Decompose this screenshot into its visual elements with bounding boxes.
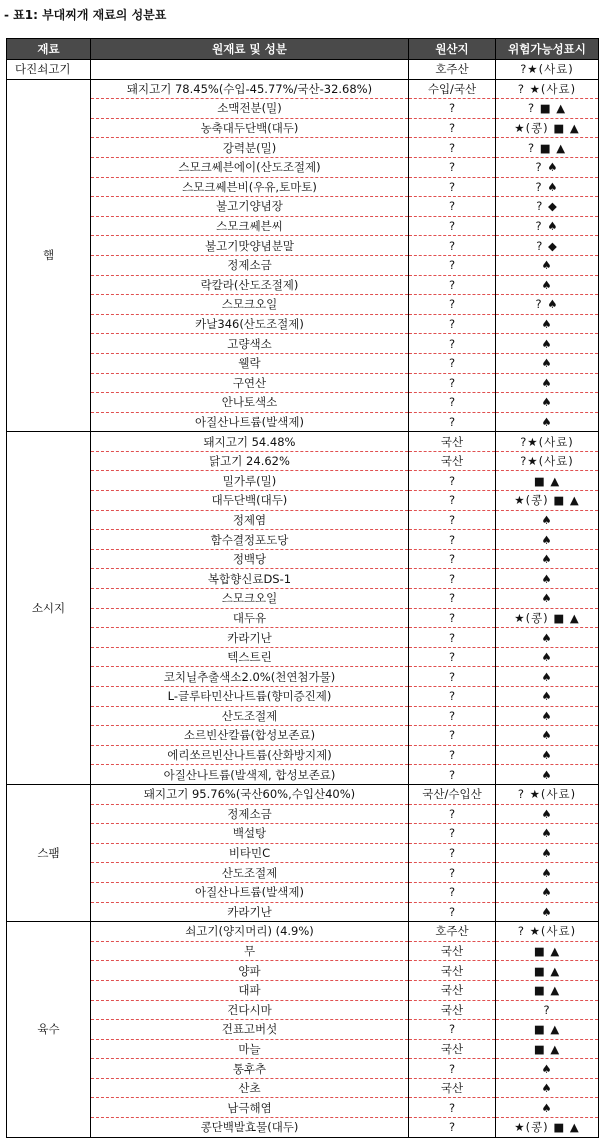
table-row	[7, 1118, 599, 1138]
risk-cell: ♠	[496, 589, 599, 609]
risk-cell: ■ ▲	[496, 941, 599, 961]
risk-cell: ?★(사료)	[496, 60, 599, 80]
category-cell: 소시지	[7, 432, 91, 785]
ingredient-cell: 건표고버섯	[91, 1020, 409, 1040]
risk-cell: ♠	[496, 510, 599, 530]
table-row	[7, 275, 599, 295]
table-row	[7, 608, 599, 628]
risk-cell: ■ ▲	[496, 1020, 599, 1040]
origin-cell: ?	[409, 216, 496, 236]
origin-cell: ?	[409, 1059, 496, 1079]
risk-cell: ♠	[496, 353, 599, 373]
table-row	[7, 961, 599, 981]
risk-cell: ★(콩) ■ ▲	[496, 1118, 599, 1138]
category-cell: 스팸	[7, 784, 91, 921]
origin-cell: 국산	[409, 1039, 496, 1059]
table-row	[7, 510, 599, 530]
ingredient-cell: 정제소금	[91, 804, 409, 824]
ingredient-cell: 스모크오일	[91, 295, 409, 315]
origin-cell: ?	[409, 628, 496, 648]
origin-cell: 국산	[409, 1078, 496, 1098]
table-row	[7, 726, 599, 746]
origin-cell: 호주산	[409, 922, 496, 942]
risk-cell: ■ ▲	[496, 961, 599, 981]
ingredient-cell: 산도조절제	[91, 863, 409, 883]
risk-cell: ♠	[496, 1078, 599, 1098]
ingredient-cell: 안나토색소	[91, 393, 409, 413]
origin-cell: ?	[409, 706, 496, 726]
ingredient-cell: 마늘	[91, 1039, 409, 1059]
ingredient-cell: 비타민C	[91, 843, 409, 863]
header-risk: 위험가능성표시	[496, 39, 599, 60]
ingredient-cell: 스모크쎄븐에이(산도조절제)	[91, 157, 409, 177]
category-cell: 다진쇠고기	[7, 60, 91, 80]
table-row	[7, 197, 599, 217]
table-row	[7, 628, 599, 648]
table-row	[7, 902, 599, 922]
ingredient-cell: 아질산나트륨(발색제, 합성보존료)	[91, 765, 409, 785]
ingredient-cell: 스모크쎄븐씨	[91, 216, 409, 236]
ingredient-table	[6, 38, 599, 1138]
risk-cell: ★(콩) ■ ▲	[496, 608, 599, 628]
origin-cell: ?	[409, 236, 496, 256]
risk-cell: ?★(사료)	[496, 432, 599, 452]
origin-cell: 국산/수입산	[409, 784, 496, 804]
risk-cell: ♠	[496, 314, 599, 334]
origin-cell: ?	[409, 804, 496, 824]
ingredient-cell: 밀가루(밀)	[91, 471, 409, 491]
table-row	[7, 236, 599, 256]
table-row	[7, 843, 599, 863]
ingredient-cell: 카라기난	[91, 628, 409, 648]
table-row	[7, 99, 599, 119]
risk-cell: ? ★(사료)	[496, 79, 599, 99]
risk-cell: ♠	[496, 745, 599, 765]
table-row	[7, 882, 599, 902]
table-row	[7, 784, 599, 804]
origin-cell: ?	[409, 314, 496, 334]
ingredient-cell: 복합향신료DS-1	[91, 569, 409, 589]
risk-cell: ? ■ ▲	[496, 138, 599, 158]
ingredient-cell: 농축대두단백(대두)	[91, 118, 409, 138]
table-row	[7, 1098, 599, 1118]
category-cell: 햄	[7, 79, 91, 432]
table-row	[7, 451, 599, 471]
ingredient-cell: 강력분(밀)	[91, 138, 409, 158]
table-row	[7, 824, 599, 844]
risk-cell: ♠	[496, 804, 599, 824]
table-row	[7, 216, 599, 236]
ingredient-cell: 스모크오일	[91, 589, 409, 609]
risk-cell: ★(콩) ■ ▲	[496, 491, 599, 511]
table-row	[7, 393, 599, 413]
origin-cell: 국산	[409, 941, 496, 961]
origin-cell: ?	[409, 1098, 496, 1118]
ingredient-cell: 대두유	[91, 608, 409, 628]
origin-cell: ?	[409, 138, 496, 158]
ingredient-cell: 정백당	[91, 549, 409, 569]
risk-cell: ♠	[496, 549, 599, 569]
origin-cell: ?	[409, 569, 496, 589]
origin-cell: ?	[409, 275, 496, 295]
origin-cell: ?	[409, 902, 496, 922]
ingredient-cell: 카날346(산도조절제)	[91, 314, 409, 334]
origin-cell: ?	[409, 255, 496, 275]
ingredient-cell: 대파	[91, 980, 409, 1000]
risk-cell: ♠	[496, 373, 599, 393]
risk-cell: ♠	[496, 1059, 599, 1079]
ingredient-cell: 고량색소	[91, 334, 409, 354]
origin-cell: ?	[409, 412, 496, 432]
table-row	[7, 569, 599, 589]
risk-cell: ♠	[496, 1098, 599, 1118]
risk-cell: ♠	[496, 412, 599, 432]
origin-cell: ?	[409, 589, 496, 609]
ingredient-cell: 양파	[91, 961, 409, 981]
table-row	[7, 1000, 599, 1020]
risk-cell: ♠	[496, 647, 599, 667]
origin-cell: ?	[409, 393, 496, 413]
header-ingredient: 원재료 및 성분	[91, 39, 409, 60]
origin-cell: ?	[409, 373, 496, 393]
risk-cell: ♠	[496, 863, 599, 883]
table-row	[7, 118, 599, 138]
ingredient-cell: 코치닐추출색소2.0%(천연첨가물)	[91, 667, 409, 687]
risk-cell: ♠	[496, 628, 599, 648]
ingredient-cell: 산도조절제	[91, 706, 409, 726]
table-row	[7, 647, 599, 667]
table-row	[7, 314, 599, 334]
ingredient-cell: 돼지고기 95.76%(국산60%,수입산40%)	[91, 784, 409, 804]
table-body	[7, 60, 599, 1138]
risk-cell: ♠	[496, 765, 599, 785]
table-row	[7, 745, 599, 765]
table-row	[7, 295, 599, 315]
risk-cell: ■ ▲	[496, 1039, 599, 1059]
risk-cell: ■ ▲	[496, 471, 599, 491]
risk-cell: ♠	[496, 275, 599, 295]
origin-cell: ?	[409, 726, 496, 746]
origin-cell: ?	[409, 843, 496, 863]
ingredient-cell: 돼지고기 54.48%	[91, 432, 409, 452]
risk-cell: ♠	[496, 902, 599, 922]
table-row	[7, 353, 599, 373]
origin-cell: ?	[409, 491, 496, 511]
risk-cell: ★(콩) ■ ▲	[496, 118, 599, 138]
risk-cell: ♠	[496, 687, 599, 707]
ingredient-cell: 카라기난	[91, 902, 409, 922]
risk-cell: ? ♠	[496, 216, 599, 236]
risk-cell: ♠	[496, 393, 599, 413]
origin-cell: ?	[409, 530, 496, 550]
risk-cell: ? ♠	[496, 157, 599, 177]
ingredient-cell: 에리쏘르빈산나트륨(산화방지제)	[91, 745, 409, 765]
origin-cell: ?	[409, 1020, 496, 1040]
ingredient-cell: 정제염	[91, 510, 409, 530]
risk-cell: ?	[496, 1000, 599, 1020]
ingredient-cell: 불고기양념장	[91, 197, 409, 217]
origin-cell: ?	[409, 157, 496, 177]
ingredient-cell: 아질산나트륨(발색제)	[91, 412, 409, 432]
risk-cell: ? ◆	[496, 236, 599, 256]
ingredient-cell: 구연산	[91, 373, 409, 393]
table-row	[7, 1059, 599, 1079]
table-row	[7, 667, 599, 687]
ingredient-cell: 통후추	[91, 1059, 409, 1079]
header-origin: 원산지	[409, 39, 496, 60]
table-row	[7, 334, 599, 354]
risk-cell: ■ ▲	[496, 980, 599, 1000]
risk-cell: ? ★(사료)	[496, 784, 599, 804]
ingredient-cell: 돼지고기 78.45%(수입-45.77%/국산-32.68%)	[91, 79, 409, 99]
ingredient-cell: 락칼라(산도조절제)	[91, 275, 409, 295]
table-row	[7, 922, 599, 942]
ingredient-cell: 백설탕	[91, 824, 409, 844]
ingredient-cell: 아질산나트륨(발색제)	[91, 882, 409, 902]
origin-cell: ?	[409, 334, 496, 354]
risk-cell: ? ♠	[496, 177, 599, 197]
ingredient-cell: 스모크쎄븐비(우유,토마토)	[91, 177, 409, 197]
table-row	[7, 157, 599, 177]
table-row	[7, 765, 599, 785]
table-row	[7, 589, 599, 609]
origin-cell: ?	[409, 549, 496, 569]
category-cell: 육수	[7, 922, 91, 1138]
ingredient-cell: 무	[91, 941, 409, 961]
table-row	[7, 687, 599, 707]
origin-cell: ?	[409, 863, 496, 883]
risk-cell: ♠	[496, 334, 599, 354]
origin-cell: ?	[409, 608, 496, 628]
risk-cell: ♠	[496, 255, 599, 275]
ingredient-cell: 함수결정포도당	[91, 530, 409, 550]
risk-cell: ♠	[496, 530, 599, 550]
risk-cell: ?★(사료)	[496, 451, 599, 471]
origin-cell: ?	[409, 824, 496, 844]
origin-cell: 국산	[409, 980, 496, 1000]
origin-cell: 수입/국산	[409, 79, 496, 99]
origin-cell: ?	[409, 99, 496, 119]
origin-cell: ?	[409, 295, 496, 315]
ingredient-cell: 쇠고기(양지머리) (4.9%)	[91, 922, 409, 942]
table-row	[7, 373, 599, 393]
origin-cell: ?	[409, 1118, 496, 1138]
ingredient-cell: 정제소금	[91, 255, 409, 275]
origin-cell: ?	[409, 687, 496, 707]
origin-cell: ?	[409, 197, 496, 217]
ingredient-cell: 웰락	[91, 353, 409, 373]
ingredient-cell: 건다시마	[91, 1000, 409, 1020]
table-row	[7, 706, 599, 726]
risk-cell: ♠	[496, 824, 599, 844]
ingredient-cell	[91, 60, 409, 80]
table-row	[7, 1020, 599, 1040]
origin-cell: ?	[409, 471, 496, 491]
table-row	[7, 491, 599, 511]
risk-cell: ? ■ ▲	[496, 99, 599, 119]
risk-cell: ♠	[496, 569, 599, 589]
table-row	[7, 804, 599, 824]
ingredient-cell: 텍스트린	[91, 647, 409, 667]
header-material: 재료	[7, 39, 91, 60]
table-row	[7, 177, 599, 197]
ingredient-cell: 불고기맛양념분말	[91, 236, 409, 256]
ingredient-cell: L-글루타민산나트륨(향미증진제)	[91, 687, 409, 707]
origin-cell: ?	[409, 667, 496, 687]
origin-cell: 국산	[409, 432, 496, 452]
origin-cell: ?	[409, 647, 496, 667]
ingredient-cell: 닭고기 24.62%	[91, 451, 409, 471]
table-row	[7, 1039, 599, 1059]
table-row-top	[7, 60, 599, 80]
table-row	[7, 1078, 599, 1098]
document-title: - 표1: 부대찌개 재료의 성분표	[4, 8, 167, 22]
ingredient-cell: 남극해염	[91, 1098, 409, 1118]
origin-cell: 국산	[409, 451, 496, 471]
table-row	[7, 471, 599, 491]
table-row	[7, 79, 599, 99]
origin-cell: ?	[409, 177, 496, 197]
ingredient-cell: 소르빈산칼륨(합성보존료)	[91, 726, 409, 746]
table-row	[7, 412, 599, 432]
table-row	[7, 255, 599, 275]
ingredient-cell: 대두단백(대두)	[91, 491, 409, 511]
table-row	[7, 863, 599, 883]
ingredient-cell: 소맥전분(밀)	[91, 99, 409, 119]
table-row	[7, 941, 599, 961]
origin-cell: ?	[409, 118, 496, 138]
risk-cell: ? ★(사료)	[496, 922, 599, 942]
ingredient-cell: 산초	[91, 1078, 409, 1098]
risk-cell: ♠	[496, 843, 599, 863]
origin-cell: ?	[409, 510, 496, 530]
origin-cell: 호주산	[409, 60, 496, 80]
risk-cell: ? ◆	[496, 197, 599, 217]
origin-cell: 국산	[409, 961, 496, 981]
origin-cell: ?	[409, 745, 496, 765]
risk-cell: ♠	[496, 726, 599, 746]
origin-cell: ?	[409, 882, 496, 902]
risk-cell: ♠	[496, 882, 599, 902]
table-row	[7, 549, 599, 569]
table-row	[7, 530, 599, 550]
risk-cell: ♠	[496, 706, 599, 726]
origin-cell: ?	[409, 765, 496, 785]
table-row	[7, 432, 599, 452]
table-header-row	[7, 39, 599, 60]
table-row	[7, 980, 599, 1000]
origin-cell: ?	[409, 353, 496, 373]
risk-cell: ♠	[496, 667, 599, 687]
ingredient-cell: 콩단백발효물(대두)	[91, 1118, 409, 1138]
table-row	[7, 138, 599, 158]
risk-cell: ? ♠	[496, 295, 599, 315]
origin-cell: 국산	[409, 1000, 496, 1020]
